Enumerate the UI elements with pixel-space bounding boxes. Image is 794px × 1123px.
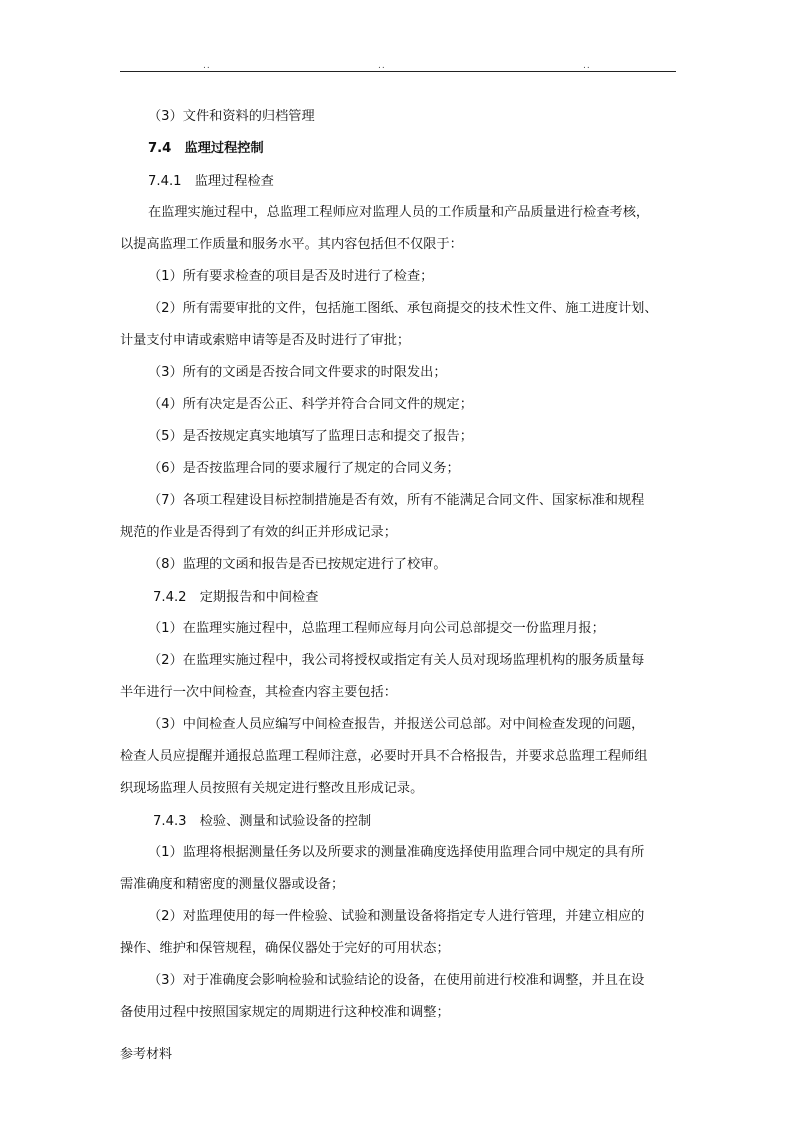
header-mark: .. xyxy=(583,61,591,71)
list-item: （5）是否按规定真实地填写了监理日志和提交了报告； xyxy=(148,429,473,444)
list-item: （7）各项工程建设目标控制措施是否有效，所有不能满足合同文件、国家标准和规程 xyxy=(148,493,645,508)
list-item-continued: 检查人员应提醒并通报总监理工程师注意，必要时开具不合格报告，并要求总监理工程师组 xyxy=(120,749,648,764)
list-item: （4）所有决定是否公正、科学并符合合同文件的规定； xyxy=(148,397,473,412)
list-item-continued: 操作、维护和保管规程，确保仪器处于完好的可用状态； xyxy=(120,941,450,956)
list-item: （3）对于准确度会影响检验和试验结论的设备，在使用前进行校准和调整，并且在设 xyxy=(148,973,645,988)
subsection-heading: 7.4.2 定期报告和中间检查 xyxy=(153,590,319,605)
paragraph-line: 在监理实施过程中，总监理工程师应对监理人员的工作质量和产品质量进行检查考核， xyxy=(148,205,650,220)
list-item: （2）在监理实施过程中，我公司将授权或指定有关人员对现场监理机构的服务质量每 xyxy=(148,653,645,668)
list-item: （8）监理的文函和报告是否已按规定进行了校审。 xyxy=(148,557,447,572)
list-item: （3）文件和资料的归档管理 xyxy=(148,109,315,124)
list-item: （2）所有需要审批的文件，包括施工图纸、承包商提交的技术性文件、施工进度计划、 xyxy=(148,301,658,316)
list-item: （1）在监理实施过程中，总监理工程师应每月向公司总部提交一份监理月报； xyxy=(148,621,605,636)
list-item: （1）所有要求检查的项目是否及时进行了检查； xyxy=(148,269,434,284)
list-item: （6）是否按监理合同的要求履行了规定的合同义务； xyxy=(148,461,460,476)
subsection-heading: 7.4.1 监理过程检查 xyxy=(148,174,274,189)
header-mark: .. xyxy=(203,61,211,71)
list-item: （3）所有的文函是否按合同文件要求的时限发出； xyxy=(148,365,447,380)
list-item: （1）监理将根据测量任务以及所要求的测量准确度选择使用监理合同中规定的具有所 xyxy=(148,845,645,860)
footer-text: 参考材料 xyxy=(120,1047,173,1062)
section-heading: 7.4 监理过程控制 xyxy=(148,141,264,156)
list-item-continued: 规范的作业是否得到了有效的纠正并形成记录； xyxy=(120,525,397,540)
list-item: （3）中间检查人员应编写中间检查报告，并报送公司总部。对中间检查发现的问题， xyxy=(148,717,645,732)
list-item-continued: 半年进行一次中间检查，其检查内容主要包括： xyxy=(120,685,397,700)
subsection-heading: 7.4.3 检验、测量和试验设备的控制 xyxy=(153,814,372,829)
list-item-continued: 织现场监理人员按照有关规定进行整改且形成记录。 xyxy=(120,781,424,796)
header-mark: .. xyxy=(378,61,386,71)
paragraph-line: 以提高监理工作质量和服务水平。其内容包括但不仅限于： xyxy=(120,237,463,252)
list-item-continued: 备使用过程中按照国家规定的周期进行这种校准和调整； xyxy=(120,1005,450,1020)
list-item: （2）对监理使用的每一件检验、试验和测量设备将指定专人进行管理，并建立相应的 xyxy=(148,909,645,924)
list-item-continued: 计量支付申请或索赔申请等是否及时进行了审批； xyxy=(120,333,411,348)
list-item-continued: 需准确度和精密度的测量仪器或设备； xyxy=(120,877,345,892)
header-rule xyxy=(120,71,676,72)
